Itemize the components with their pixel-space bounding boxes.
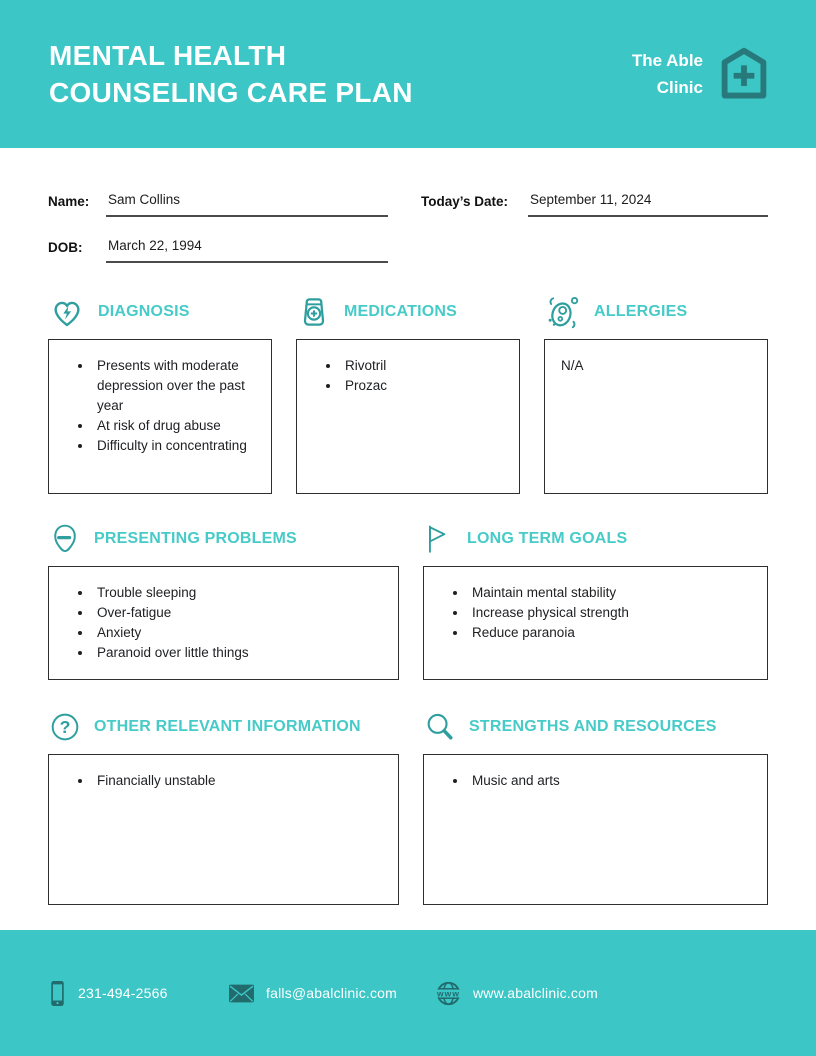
heart-lightning-icon [48,293,86,331]
smartphone-icon [48,980,67,1007]
medications-box [296,339,520,494]
long-term-goals-title: LONG TERM GOALS [467,530,628,547]
phone-contact [48,980,168,1006]
house-plus-icon [718,46,770,102]
email-address[interactable]: falls@abalclinic.com [266,985,398,1001]
list-item: • Financially unstable [93,771,386,791]
date-field[interactable]: September 11, 2024 [528,192,768,217]
clinic-name-line1: The Able [631,51,703,70]
magnifier-icon [423,710,457,744]
section-strengths [423,708,768,905]
name-row [48,192,388,217]
presenting-problems-box [48,566,399,680]
globe-www-icon [435,980,462,1007]
strengths-box [423,754,768,905]
strengths-list [438,771,755,791]
medical-bag-plus-icon [296,294,332,330]
presenting-problems-title: PRESENTING PROBLEMS [94,530,297,547]
question-circle-icon [48,710,82,744]
list-item: • Prozac [341,376,507,396]
list-item: • Anxiety [93,623,386,643]
head-minus-icon [48,522,82,556]
allergies-text: N/A [561,358,584,373]
date-label: Today’s Date: [421,194,509,209]
list-item: • Maintain mental stability [468,583,755,603]
sections-row-3 [0,708,816,905]
diagnosis-list [63,356,259,456]
clinic-name-line2: Clinic [656,78,703,97]
list-item: • Rivotril [341,356,507,376]
list-item: • Over-fatigue [93,603,386,623]
germ-icon [544,293,582,331]
dob-row [48,238,388,263]
website-contact [435,980,598,1006]
diagnosis-box [48,339,272,494]
medications-list [311,356,507,396]
svg-text:?: ? [59,717,71,738]
medications-header [296,293,520,331]
dob-field[interactable]: March 22, 1994 [106,238,388,263]
website-url[interactable]: www.abalclinic.com [473,985,598,1001]
other-info-header [48,708,399,746]
page-title-line1: MENTAL HEALTH [49,40,287,71]
email-contact [228,980,397,1006]
flag-icon [423,522,455,556]
allergies-header [544,293,768,331]
other-info-title: OTHER RELEVANT INFORMATION [94,718,361,735]
envelope-icon [228,983,255,1004]
long-term-goals-box [423,566,768,680]
clinic-name [632,47,703,101]
name-field[interactable]: Sam Collins [106,192,388,217]
presenting-problems-header [48,520,399,558]
other-info-box [48,754,399,905]
section-diagnosis [48,293,272,494]
list-item: • At risk of drug abuse [93,416,259,436]
section-allergies [544,293,768,494]
list-item: • Reduce paranoia [468,623,755,643]
list-item: • Music and arts [468,771,755,791]
section-other-info [48,708,399,905]
list-item: • Presents with moderate depression over the past year [93,356,259,416]
medications-title: MEDICATIONS [344,303,458,320]
strengths-title: STRENGTHS AND RESOURCES [469,718,717,735]
section-long-term-goals [423,520,768,680]
strengths-header [423,708,768,746]
patient-info [0,192,816,263]
sections-row-2 [0,520,816,680]
page-title-line2: COUNSELING CARE PLAN [49,77,413,108]
sections-row-1 [0,293,816,494]
long-term-goals-list [438,583,755,643]
section-medications [296,293,520,494]
long-term-goals-header [423,520,768,558]
section-presenting-problems [48,520,399,680]
list-item: • Increase physical strength [468,603,755,623]
diagnosis-header [48,293,272,331]
clinic-brand [632,46,770,102]
name-label: Name: [48,194,90,209]
footer-band [0,930,816,1056]
list-item: • Trouble sleeping [93,583,386,603]
phone-number[interactable]: 231-494-2566 [78,985,168,1001]
header-band [0,0,816,148]
list-item: • Paranoid over little things [93,643,386,663]
dob-label: DOB: [48,240,83,255]
svg-text:www: www [436,987,461,998]
date-row [421,192,768,217]
allergies-title: ALLERGIES [594,303,688,320]
diagnosis-title: DIAGNOSIS [98,303,190,320]
presenting-problems-list [63,583,386,663]
other-info-list [63,771,386,791]
list-item: • Difficulty in concentrating [93,436,259,456]
allergies-box [544,339,768,494]
page-title [49,37,413,111]
